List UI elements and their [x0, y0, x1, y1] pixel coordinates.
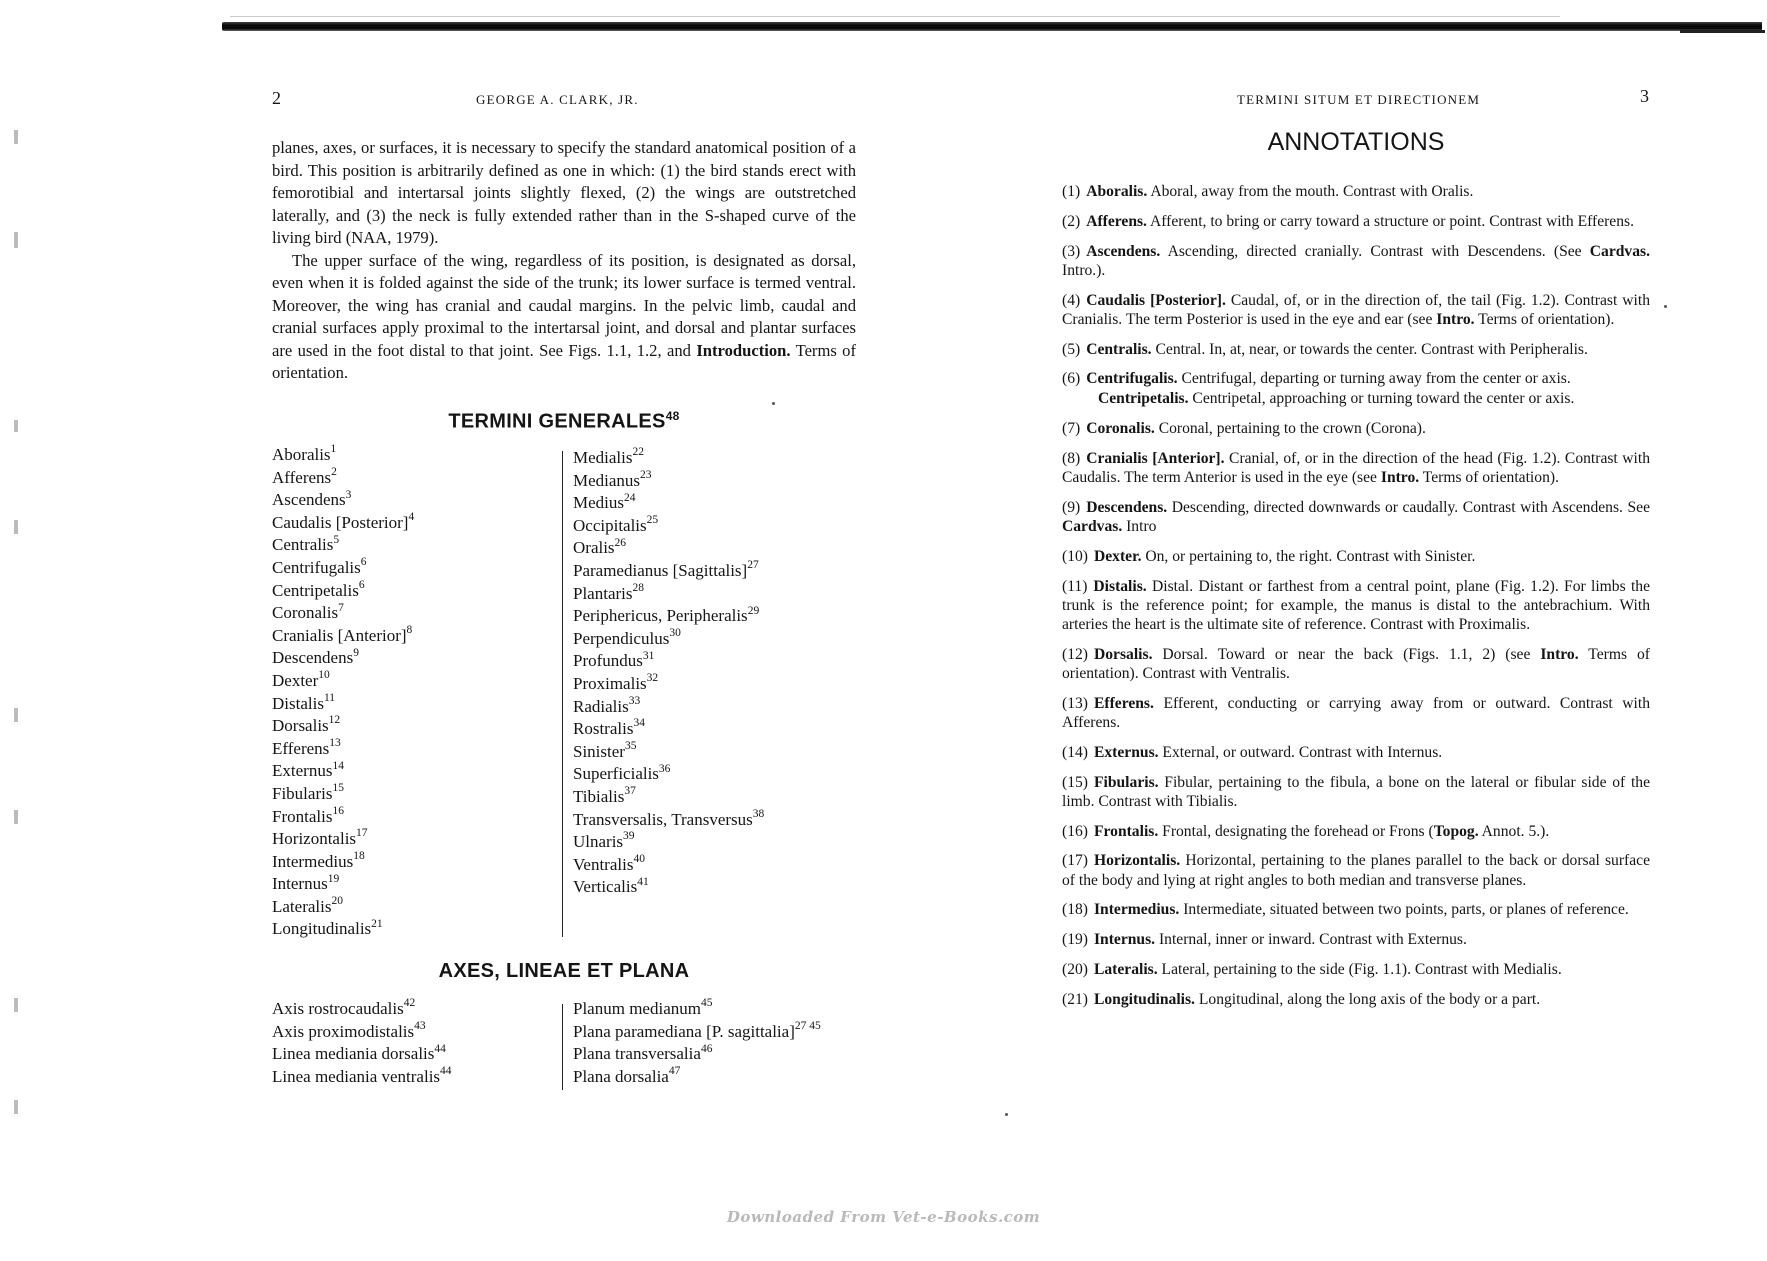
term-entry: Axis proximodistalis$^{43}$ — [272, 1019, 426, 1041]
term-entry: Frontalis$^{16}$ — [272, 804, 344, 826]
annotations-title: ANNOTATIONS — [1267, 128, 1445, 156]
term-entry: Oralis$^{26}$ — [573, 536, 627, 558]
term-entry: Profundus$^{31}$ — [573, 649, 655, 671]
page-number: 2 — [272, 88, 281, 108]
term-list-col2 — [573, 447, 764, 899]
annotation-entry: (20) Lateralis. Lateral, pertaining to the side (Fig. 1.1). Contrast with Medialis. — [1062, 960, 1562, 978]
column-divider — [562, 1004, 563, 1090]
term-entry: Horizontalis$^{17}$ — [272, 827, 368, 849]
section-title-termini: TERMINI GENERALES$^{48}$ — [448, 409, 680, 433]
term-entry: Plana dorsalia$^{47}$ — [573, 1065, 681, 1086]
term-entry: Radialis$^{33}$ — [573, 694, 641, 716]
scan-artifact-line — [230, 16, 1560, 17]
term-entry: Descendens$^9$ — [272, 646, 359, 668]
running-head: TERMINI SITUM ET DIRECTIONEM — [1237, 92, 1481, 107]
term-entry: Aboralis$^1$ — [272, 443, 337, 464]
term-entry: Externus$^{14}$ — [272, 759, 344, 781]
scan-edge-mark — [14, 998, 18, 1012]
term-entry: Medius$^{24}$ — [573, 491, 636, 513]
term-entry: Coronalis$^7$ — [272, 601, 344, 623]
annotations-list — [1062, 182, 1650, 1020]
body-text — [272, 137, 856, 385]
term-entry: Sinister$^{35}$ — [573, 740, 637, 761]
term-entry: Occipitalis$^{25}$ — [573, 514, 659, 535]
paragraph: The upper surface of the wing, regardless of its position, is designated as dorsal, even when it is folded against the side of the trunk; its lower surface is termed ventral. Moreover, the wing has cranial and caudal margins. In the pelvic limb, caudal and cranial surfaces apply proximal to the intertarsal joint, and dorsal and plantar surfaces are used in the foot distal to that joint. See Figs. 1.1, 1.2, and Introduction. Terms of orientation. — [272, 250, 856, 382]
annotation-entry: (6) Centrifugalis. Centrifugal, departing or turning away from the center or axis. — [1062, 370, 1571, 388]
term-entry: Fibularis$^{15}$ — [272, 782, 344, 803]
scan-edge-mark — [14, 130, 18, 144]
annotation-entry: Centripetalis. Centripetal, approaching or turning toward the center or axis. — [1098, 390, 1575, 408]
term-list-col1 — [272, 444, 414, 941]
term-entry: Periphericus, Peripheralis$^{29}$ — [573, 604, 760, 626]
term-entry: Plantaris$^{28}$ — [573, 581, 644, 603]
annotation-entry: (4) Caudalis [Posterior]. Caudal, of, or in the direction of, the tail (Fig. 1.2). Contrast with Cranialis. The term Posterior is used in the eye and ear (see Intro. Terms of orientation). — [1062, 291, 1650, 328]
annotation-entry: (3) Ascendens. Ascending, directed cranially. Contrast with Descendens. (See Cardvas. Intro.). — [1062, 242, 1650, 279]
scan-binding-edge-tail — [1680, 30, 1765, 33]
term-entry: Plana paramediana [P. sagittalia]$^{27 45}$ — [573, 1019, 821, 1041]
annotation-entry: (5) Centralis. Central. In, at, near, or towards the center. Contrast with Peripheralis. — [1062, 340, 1588, 358]
scan-edge-mark — [14, 810, 18, 824]
term-entry: Plana transversalia$^{46}$ — [573, 1042, 713, 1064]
term-entry: Centralis$^5$ — [272, 533, 340, 555]
term-entry: Verticalis$^{41}$ — [573, 875, 649, 897]
annotation-entry: (10) Dexter. On, or pertaining to, the right. Contrast with Sinister. — [1062, 547, 1476, 565]
scan-speck — [1005, 1113, 1008, 1116]
scan-edge-mark — [14, 708, 18, 722]
term-entry: Ventralis$^{40}$ — [573, 853, 645, 874]
annotation-entry: (9) Descendens. Descending, directed downwards or caudally. Contrast with Ascendens. See Cardvas. Intro — [1062, 498, 1650, 535]
term-entry: Afferens$^2$ — [272, 465, 337, 487]
term-entry: Caudalis [Posterior]$^4$ — [272, 511, 415, 532]
term-entry: Cranialis [Anterior]$^8$ — [272, 624, 413, 645]
annotation-entry: (19) Internus. Internal, inner or inward. Contrast with Externus. — [1062, 931, 1467, 949]
term-entry: Perpendiculus$^{30}$ — [573, 627, 681, 648]
annotation-entry: (16) Frontalis. Frontal, designating the forehead or Frons (Topog. Annot. 5.). — [1062, 822, 1550, 840]
term-entry: Planum medianum$^{45}$ — [573, 997, 713, 1018]
term-entry: Linea mediania dorsalis$^{44}$ — [272, 1042, 446, 1064]
term-entry: Dexter$^{10}$ — [272, 669, 330, 690]
annotation-entry: (14) Externus. External, or outward. Contrast with Internus. — [1062, 743, 1443, 761]
term-entry: Medialis$^{22}$ — [573, 446, 644, 467]
paragraph: planes, axes, or surfaces, it is necessary to specify the standard anatomical position of a bird. This position is arbitrarily defined as one in which: (1) the bird stands erect with femorotibial and intertarsal joints slightly flexed, (2) the wings are outstretched laterally, and (3) the neck is fully extended rather than in the S-shaped curve of the living bird (NAA, 1979). — [272, 138, 856, 247]
annotation-entry: (7) Coronalis. Coronal, pertaining to the crown (Corona). — [1062, 419, 1426, 437]
scan-edge-mark — [14, 232, 18, 248]
term-entry: Distalis$^{11}$ — [272, 691, 336, 713]
page-number: 3 — [1640, 86, 1649, 106]
annotation-entry: (2) Afferens. Afferent, to bring or carry toward a structure or point. Contrast with Efferens. — [1062, 212, 1634, 230]
term-entry: Axis rostrocaudalis$^{42}$ — [272, 997, 416, 1018]
axes-list-col1 — [272, 998, 452, 1088]
term-entry: Linea mediania ventralis$^{44}$ — [272, 1065, 452, 1086]
term-entry: Tibialis$^{37}$ — [573, 785, 636, 806]
term-entry: Efferens$^{13}$ — [272, 737, 341, 758]
section-title-axes: AXES, LINEAE ET PLANA — [438, 960, 690, 982]
annotation-entry: (18) Intermedius. Intermediate, situated between two points, parts, or planes of reference. — [1062, 901, 1629, 919]
annotation-entry: (1) Aboralis. Aboral, away from the mouth. Contrast with Oralis. — [1062, 183, 1474, 200]
term-entry: Internus$^{19}$ — [272, 872, 340, 894]
running-head: GEORGE A. CLARK, JR. — [476, 92, 639, 107]
term-entry: Centripetalis$^6$ — [272, 578, 365, 600]
annotation-entry: (21) Longitudinalis. Longitudinal, along the long axis of the body or a part. — [1062, 990, 1541, 1008]
term-entry: Paramedianus [Sagittalis]$^{27}$ — [573, 559, 759, 580]
term-entry: Proximalis$^{32}$ — [573, 672, 659, 693]
annotation-entry: (11) Distalis. Distal. Distant or farthest from a central point, plane (Fig. 1.2). For limbs the trunk is the reference point; for example, the manus is distal to the antebrachium. With arteries the heart is the ultimate site of reference. Contrast with Proximalis. — [1062, 577, 1650, 633]
term-entry: Ascendens$^3$ — [272, 488, 352, 510]
term-entry: Ulnaris$^{39}$ — [573, 830, 635, 852]
term-entry: Centrifugalis$^6$ — [272, 556, 367, 577]
term-entry: Longitudinalis$^{21}$ — [272, 917, 383, 939]
annotation-entry: (12) Dorsalis. Dorsal. Toward or near the back (Figs. 1.1, 2) (see Intro. Terms of orientation). Contrast with Ventralis. — [1062, 645, 1650, 682]
scan-speck — [1664, 305, 1667, 308]
scan-binding-edge — [222, 22, 1762, 31]
download-watermark: Downloaded From Vet-e-Books.com — [726, 1208, 1041, 1226]
term-entry: Superficialis$^{36}$ — [573, 762, 671, 784]
axes-list-col2 — [573, 998, 821, 1088]
term-entry: Transversalis, Transversus$^{38}$ — [573, 807, 765, 829]
scan-edge-mark — [14, 1100, 18, 1114]
term-entry: Rostralis$^{34}$ — [573, 717, 645, 739]
annotation-entry: (15) Fibularis. Fibular, pertaining to the fibula, a bone on the lateral or fibular side of the limb. Contrast with Tibialis. — [1062, 773, 1650, 810]
scan-edge-mark — [14, 420, 18, 432]
term-entry: Lateralis$^{20}$ — [272, 895, 343, 916]
annotation-entry: (17) Horizontalis. Horizontal, pertaining to the planes parallel to the back or dorsal surface of the body and lying at right angles to both median and transverse planes. — [1062, 852, 1650, 889]
scan-edge-mark — [14, 520, 18, 534]
term-entry: Dorsalis$^{12}$ — [272, 714, 341, 736]
scan-speck — [772, 402, 775, 405]
column-divider — [562, 451, 563, 937]
term-entry: Intermedius$^{18}$ — [272, 850, 365, 871]
term-entry: Medianus$^{23}$ — [573, 468, 652, 490]
annotation-entry: (13) Efferens. Efferent, conducting or carrying away from or outward. Contrast with Afferens. — [1062, 694, 1650, 731]
annotation-entry: (8) Cranialis [Anterior]. Cranial, of, or in the direction of the head (Fig. 1.2). Contrast with Caudalis. The term Anterior is used in the eye (see Intro. Terms of orientation). — [1062, 449, 1651, 486]
